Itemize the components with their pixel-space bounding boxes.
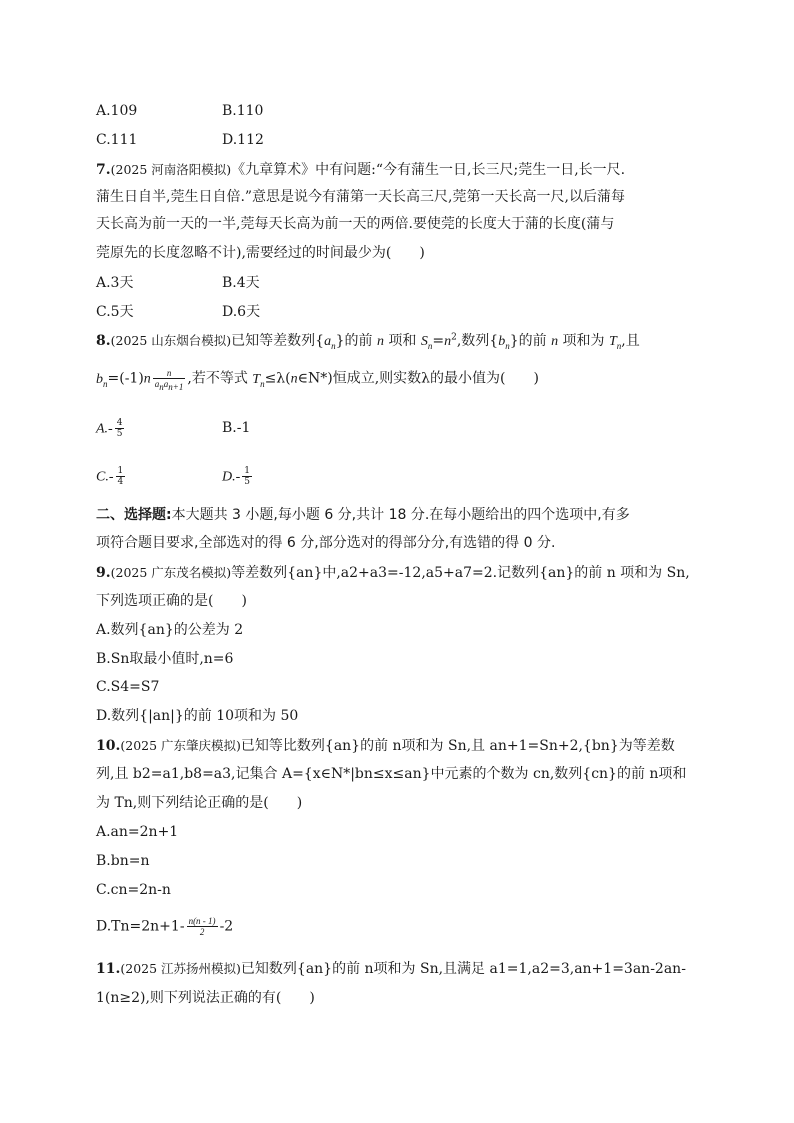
q10-option-a: A.an=2n+1 — [96, 824, 179, 840]
q8-text: 已知等差数列{ — [231, 333, 325, 349]
q8-fraction: $\frac{n}{a_na_{n+1}}$ — [154, 368, 184, 392]
q10-line-2: 列,且 b2=a1,b8=a3,记集合 A={x∈N*|bn≤x≤an}中元素的个数为 cn,数列{cn}的前 n项和 — [96, 766, 687, 782]
q6-option-c: C.111 — [96, 132, 138, 148]
q7-line-3: 天长高为前一天的一半,莞每天长高为前一天的两倍.要使莞的长度大于蒲的长度(蒲与 — [96, 216, 615, 232]
section-2-title: 二、选择题: — [96, 507, 172, 523]
q7-text-1: 《九章算术》中有问题:“今有蒲生一日,长三尺;莞生一日,长一尺. — [231, 162, 626, 178]
q10-number: 10. — [96, 738, 121, 754]
q8-text: ,若不等式 — [187, 370, 248, 387]
q6-option-b: B.110 — [222, 103, 264, 119]
q7-source: (2025 河南洛阳模拟) — [110, 162, 232, 177]
q8-text: 项和 — [388, 333, 417, 349]
q7-option-a: A.3天 — [96, 275, 134, 291]
q9-option-a: A.数列{an}的公差为 2 — [96, 622, 244, 638]
q8-source: (2025 山东烟台模拟) — [110, 333, 232, 348]
q7-option-b: B.4天 — [222, 275, 260, 291]
q8-text: =(-1) — [107, 370, 144, 387]
q8-number: 8. — [96, 333, 111, 349]
q9-number: 9. — [96, 565, 111, 581]
q7-option-d: D.6天 — [222, 304, 261, 320]
q8-text: }的前 — [335, 333, 373, 349]
q7-option-c: C.5天 — [96, 304, 134, 320]
q8-line-2: $b_n=(-1)n$ $\frac{n}{a_na_{n+1}}$ ,若不等式 $T_n\le\lambda(n\in N*)$恒成立,则实数λ的最小值为( ) — [96, 368, 539, 392]
q9-line-2: 下列选项正确的是( ) — [96, 593, 247, 609]
q8-text: = — [432, 333, 445, 349]
section-2-header — [96, 505, 630, 525]
q10-line-3: 为 Tn,则下列结论正确的是( ) — [96, 795, 303, 811]
q8-line-1: 8.(2025 山东烟台模拟)已知等差数列$\{a_n\}$的前 n 项和 $S_n=n^2$,数列$\{b_n\}$的前 n 项和为 $T_n$,且 — [96, 332, 640, 351]
q10-line-1 — [96, 736, 675, 756]
q9-option-d: D.数列{|an|}的前 10项和为 50 — [96, 708, 299, 724]
q7-line-1 — [96, 160, 625, 180]
q10-option-c: C.cn=2n-n — [96, 882, 171, 898]
q8-text: ,数列{ — [456, 333, 499, 349]
q9-option-c: C.S4=S7 — [96, 679, 160, 695]
q8-text: ∈N*)恒成立,则实数λ的最小值为( ) — [297, 370, 539, 387]
q11-source: (2025 江苏扬州模拟) — [120, 961, 241, 976]
q9-line-1 — [96, 563, 690, 583]
q9-text-1: 等差数列{an}中,a2+a3=-12,a5+a7=2.记数列{an}的前 n 项和为 Sn, — [231, 565, 690, 581]
q7-number: 7. — [96, 162, 111, 178]
q8-text: ,且 — [621, 333, 640, 349]
q6-option-d: D.112 — [222, 132, 264, 148]
q10-text-1: 已知等比数列{an}的前 n项和为 Sn,且 an+1=Sn+2,{bn}为等差数 — [240, 738, 675, 754]
q11-number: 11. — [96, 961, 121, 977]
q8-option-b: B.-1 — [222, 420, 251, 436]
q10-option-d: D.Tn=2n+1- $\frac{n(n - 1)}{2}$ -2 — [96, 916, 234, 937]
q7-line-2: 蒲生日自半,莞生日自倍.”意思是说今有蒲第一天长高三尺,莞第一天长高一尺,以后蒲每 — [96, 189, 625, 205]
section-2-line-2: 项符合题目要求,全部选对的得 6 分,部分选对的得部分分,有选错的得 0 分. — [96, 535, 556, 551]
q10-option-b: B.bn=n — [96, 853, 150, 869]
q8-option-d: D.- $\frac{1}{5}$ — [222, 466, 251, 487]
q10-source: (2025 广东肇庆模拟) — [120, 738, 241, 753]
q11-text-1: 已知数列{an}的前 n项和为 Sn,且满足 a1=1,a2=3,an+1=3an-2an- — [240, 961, 686, 977]
q8-option-c: C.- $\frac{1}{4}$ — [96, 466, 124, 487]
q11-line-2: 1(n≥2),则下列说法正确的有( ) — [96, 990, 315, 1006]
q9-option-b: B.Sn取最小值时,n=6 — [96, 651, 234, 667]
q8-option-a: A.- $\frac{4}{5}$ — [96, 418, 123, 439]
q8-text: 项和为 — [562, 333, 605, 349]
section-2-instructions: 本大题共 3 小题,每小题 6 分,共计 18 分.在每小题给出的四个选项中,有多 — [171, 507, 630, 523]
q8-text: }的前 — [509, 333, 547, 349]
q7-line-4: 莞原先的长度忽略不计),需要经过的时间最少为( ) — [96, 245, 425, 261]
q11-line-1 — [96, 959, 686, 979]
q9-source: (2025 广东茂名模拟) — [110, 565, 232, 580]
q6-option-a: A.109 — [96, 103, 138, 119]
q8-text: ≤λ( — [264, 370, 291, 387]
